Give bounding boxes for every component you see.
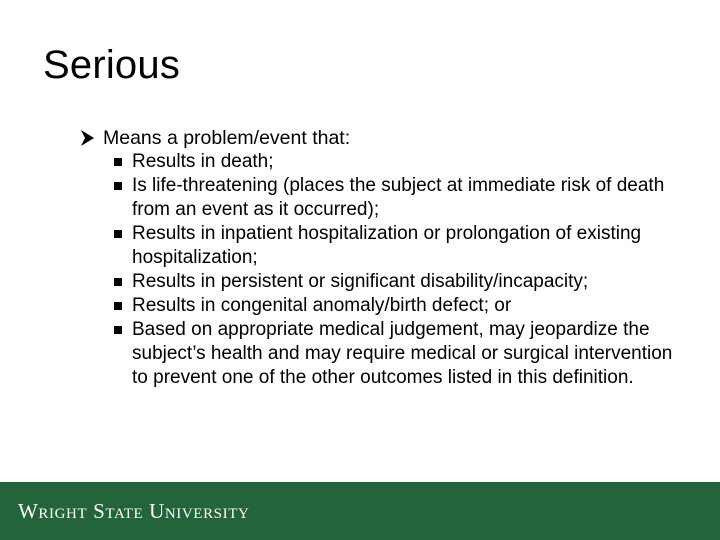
list-item	[114, 150, 684, 174]
slide-title: Serious	[43, 43, 181, 87]
square-bullet-icon	[114, 230, 122, 238]
list-item	[114, 270, 684, 294]
square-bullet-icon	[114, 182, 122, 190]
list-item-text: Based on appropriate medical judgement, may jeopardize the subject’s health and may require medical or surgical intervention to prevent one of the other outcomes listed in this definition.	[132, 319, 673, 388]
list-item-text: Results in persistent or significant disability/incapacity;	[132, 271, 589, 292]
square-bullet-icon	[114, 326, 122, 334]
university-footer-bar	[0, 482, 720, 540]
list-item	[114, 174, 684, 222]
list-item-text: Results in inpatient hospitalization or prolongation of existing hospitalization;	[132, 223, 642, 268]
list-item	[114, 294, 684, 318]
list-item-text: Results in congenital anomaly/birth defect; or	[132, 295, 512, 316]
list-item-text: Results in death;	[132, 151, 274, 172]
list-item	[114, 318, 684, 390]
square-bullet-icon	[114, 158, 122, 166]
university-wordmark-logo: Wright State University	[18, 499, 250, 523]
list-item-text: Is life-threatening (places the subject at immediate risk of death from an event as it occurred);	[132, 175, 665, 220]
arrowhead-bullet-icon	[79, 128, 97, 148]
definition-list	[114, 150, 684, 390]
list-item	[114, 222, 684, 270]
square-bullet-icon	[114, 302, 122, 310]
intro-text: Means a problem/event that:	[103, 127, 351, 149]
square-bullet-icon	[114, 278, 122, 286]
